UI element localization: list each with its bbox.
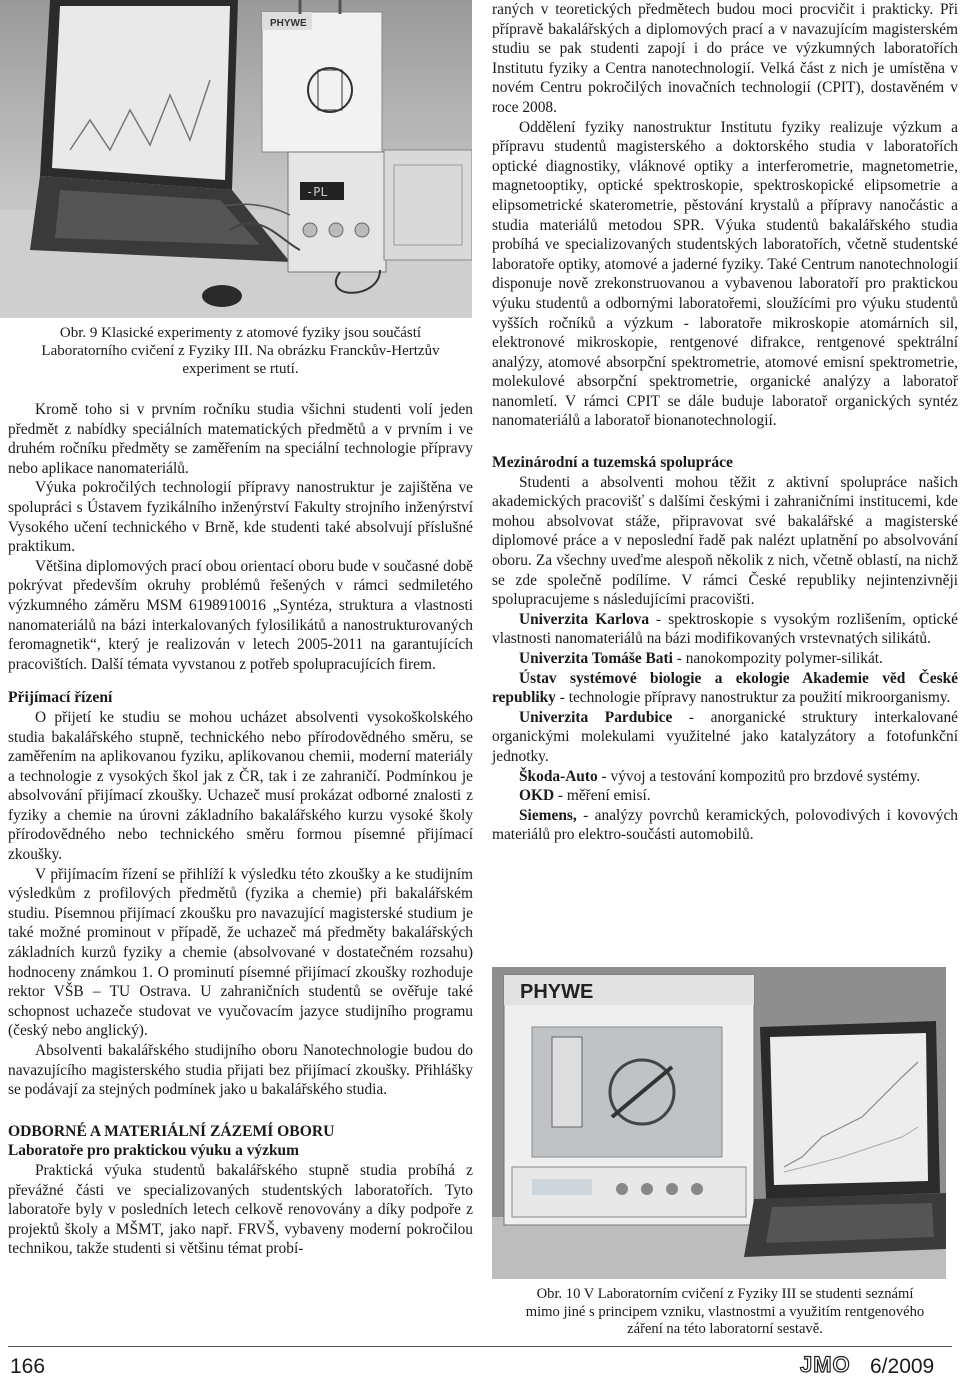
issue-number: 6/2009	[870, 1355, 935, 1378]
paragraph-research-labs: raných v teoretických předmětech budou moci procvičit i prakticky. Při přípravě bakalářských a diplomových prací a v navazujícím magisterském studiu se pak studenti zapojí i do práce ve výzkumných laboratořích Institutu fyziky a Centra nanotechnologií. Velká část z nich je umístěna v novém Centru pokročilých inovačních technologií (CPIT), dostavěném v roce 2008.	[492, 1, 958, 116]
partner-description: - měření emisí.	[554, 787, 651, 805]
right-column	[492, 0, 958, 1338]
heading-admission: Přijímací řízení	[8, 689, 113, 707]
partner-name: Univerzita Pardubice	[519, 708, 673, 726]
partner-description: - nanokompozity polymer-silikát.	[672, 650, 883, 667]
partner-description: - technologie přípravy nanostruktur za použití mikroorganismy.	[555, 689, 951, 707]
partner-name: Univerzita Tomáše Bati	[519, 650, 673, 667]
partner-tomas-bata-university	[492, 649, 958, 669]
figure-10-caption-line-2: mimo jiné s principem vzniku, vlastnostmi a využitím rentgenového	[525, 1303, 925, 1320]
franck-hertz-experiment-image	[0, 0, 472, 318]
paragraph-admission-exam: V přijímacím řízení se přihlíží k výsledku této zkoušky a ke studijním výsledkům z profilových předmětů (fyzika a chemie) při bakalářském studiu. Písemnou přijímací zkoušku pro navazující magisterské studium je také možné prominout v případě, že uchazeč má předměty bakalářských základních kurzů fyziky a chemie (absolvované v dostatečném rozsahu) hodnoceny známkou 1. O prominutí písemné přijímací zkoušky rozhoduje rektor VŠB – TU Ostrava. U zahraničních studentů se ověřuje také schopnost uchazeče studovat ve vyučovacím jazyce studijního programu (český nebo anglický).	[8, 865, 473, 1040]
partner-description: - spektroskopie s vysokým rozlišením, optické vlastnosti nanomateriálů na bázi modifikovaných vrstevnatých silikátů.	[492, 610, 958, 648]
phywe-logo-fig10: PHYWE	[520, 981, 594, 1003]
partner-description: - anorganické struktury interkalované organickými molekulami využitelné jako katalyzátory a fotofunkční jednotky.	[492, 708, 958, 765]
figure-10-caption-line-3: záření na této laboratorní sestavě.	[627, 1321, 823, 1338]
figure-10-caption	[492, 1286, 958, 1339]
paragraph-advanced-technologies: Výuka pokročilých technologií přípravy nanostruktur je zajištěna ve spolupráci s Ústavem fyzikálního inženýrství Fakulty strojního inženýrství Vysokého učení technického v Brně, kde studenti také absolvují příslušné praktikum.	[8, 479, 473, 556]
device-display-text: -PL	[306, 185, 328, 199]
x-ray-lab-setup-image	[492, 967, 946, 1279]
footer-rule	[8, 1346, 952, 1347]
journal-logo: JMO	[800, 1352, 851, 1377]
left-column	[8, 0, 473, 1259]
paragraph-nanostructure-physics: Oddělení fyziky nanostruktur Institutu fyziky realizuje výzkum a přípravu studentů magisterského a doktorského studia v laboratořích optické diagnostiky, vláknové optiky a interferometrie, magnetometrie, magnetooptiky, optické spektroskopie, spektroskopické elipsometrie a elipsometrické skaterometrie, pěstování krystalů a přípravy nanočástic a studia materiálů metodou SPR. Výuka studentů bakalářského studia probíhá ve specializovaných studentských laboratořích, včetně studentské laboratoře optiky, atomové a jaderné fyziky. Také Centrum nanotechnologií disponuje nově zrekonstruovanou a vybavenou laboratoří pro praktickou výuku studentů a odbornými laboratořemi, sloužícími pro výuku studentů vyšších ročníků a výzkum - laboratoře mikroskopie atomárních sil, elektronové mikroskopie, rentgenové difrakce, rentgenové spektrální analýzy, atomové absorpční spektrometrie, atomové emisní spektrometrie, molekulové absorpční spektrometrie, organické analýzy a laboratoř nanomletí. V rámci CPIT se dále buduje laboratoř organických syntéz nanomateriálů a laboratoř bionanotechnologií.	[492, 118, 958, 430]
partner-charles-university	[492, 610, 958, 649]
partner-university-of-pardubice	[492, 708, 958, 767]
paragraph-bachelor-graduates: Absolventi bakalářského studijního oboru Nanotechnologie budou do navazujícího magisterského studia přijati bez přijímací zkoušky. Přihlášky se podávají za stejných podmínek jako u bakalářského studia.	[8, 1042, 473, 1099]
heading-facilities: ODBORNÉ A MATERIÁLNÍ ZÁZEMÍ OBORU	[8, 1122, 335, 1140]
partner-name: Ústav systémové biologie a ekologie Akademie věd České republiky	[492, 669, 958, 707]
paragraph-cooperation: Studenti a absolventi mohou těžit z aktivní spolupráce našich akademických pracovišť s dalšími českými i zahraničními institucemi, kde mohou absolvovat stáže, připravovat své bakalářské a magisterské diplomové práce a v neposlední řadě pak nalézt uplatnění po absolvování oboru. Za všechny uveďme alespoň několik z nich, včetně oblastí, na nichž se zde společně podílíme. V rámci České republiky nejintenzivněji spolupracujeme s následujícími pracovišti.	[492, 473, 958, 609]
paragraph-electives: Kromě toho si v prvním ročníku studia všichni studenti volí jeden předmět z nabídky speciálních matematických předmětů a v prvním i ve druhém ročníku předměty se zaměřením na speciální technologie přípravy nebo aplikace nanomateriálů.	[8, 401, 473, 477]
partner-siemens	[492, 806, 958, 845]
paragraph-diploma-theses: Většina diplomových prací obou orientací oboru bude v současné době pokrývat především okruhy problémů řešených v rámci sedmiletého výzkumného záměru MSM 6198910016 „Syntéza, struktura a vlastnosti nanomateriálů na bázi interkalovaných fylosilikátů a nanostrukturovaných feromagnetik“, který je realizován v letech 2005-2011 na garantujících pracovištích. Další témata vyvstanou z potřeb spolupracujících firem.	[8, 557, 473, 673]
figure-10-photo	[492, 967, 946, 1279]
partner-name: OKD	[519, 787, 555, 805]
figure-9-caption-line-2: Laboratorního cvičení z Fyziky III. Na obrázku Franckův-Hertzův	[41, 343, 440, 359]
partner-skoda-auto	[492, 767, 958, 787]
partner-description: - vývoj a testování kompozitů pro brzdové systémy.	[597, 767, 921, 785]
partner-name: Univerzita Karlova	[519, 610, 650, 628]
page-footer	[0, 1346, 960, 1388]
paragraph-practical-teaching: Praktická výuka studentů bakalářského stupně studia probíhá z převážné části ve specializovaných studentských laboratořích. Tyto laboratoře byly v posledních letech celkově renovovány a díky podpoře z projektů školy a MŠMT, jako např. FRVŠ, vybaveny moderní pokročilou technikou, takže studenti si většinu témat probí-	[8, 1161, 473, 1258]
paragraph-admission-requirements: O přijetí ke studiu se mohou ucházet absolventi vysokoškolského studia bakalářského stupně, technického nebo přírodovědného směru, se zaměřením na aplikovanou fyziku, aplikovanou chemii, moderní materiály a technologie z vysokých škol jak z ČR, tak i ze zahraničí. Podmínkou je absolvování přijímací zkoušky. Uchazeč musí prokázat odborné znalosti z fyziky a chemie na úrovni základního bakalářského kurzu vysoké školy přírodovědného nebo technického směru formou písemné přijímací zkoušky.	[8, 708, 473, 864]
figure-9-caption	[8, 324, 473, 378]
figure-9-photo	[0, 0, 472, 318]
figure-9-caption-line-3: experiment se rtutí.	[182, 361, 299, 377]
page-number: 166	[10, 1355, 46, 1378]
phywe-logo-fig9: PHYWE	[270, 18, 307, 29]
partner-description: - analýzy povrchů keramických, polovodivých i kovových materiálů pro elektro-součásti automobilů.	[492, 806, 958, 844]
subheading-laboratories: Laboratoře pro praktickou výuku a výzkum	[8, 1142, 299, 1160]
partner-name: Škoda-Auto	[519, 767, 598, 785]
partner-name: Siemens,	[519, 806, 577, 824]
figure-9-caption-line-1: Obr. 9 Klasické experimenty z atomové fyziky jsou součástí	[59, 325, 422, 341]
heading-cooperation: Mezinárodní a tuzemská spolupráce	[492, 454, 733, 472]
partner-academy-of-sciences	[492, 669, 958, 708]
figure-10-caption-line-1: Obr. 10 V Laboratorním cvičení z Fyziky III se studenti seznámí	[536, 1286, 914, 1302]
partner-okd	[492, 786, 958, 806]
